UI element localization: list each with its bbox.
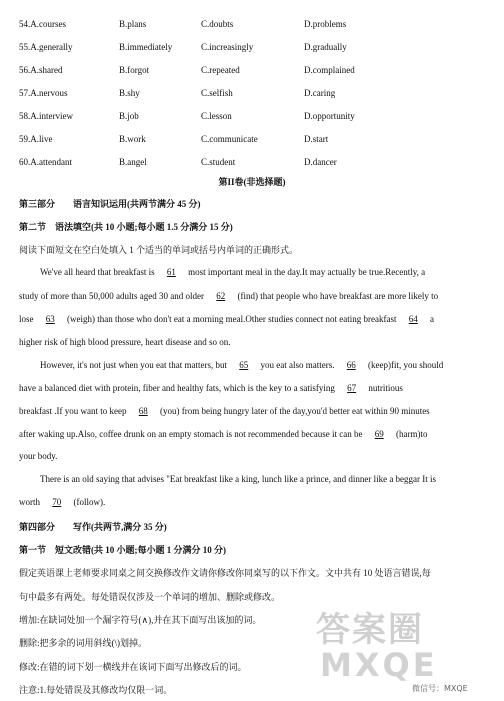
blank-65: 65 — [239, 360, 249, 370]
blank-68: 68 — [138, 406, 148, 416]
option-c: C.selfish — [201, 87, 233, 98]
rule-delete: 删除:把多余的词用斜线(\)划掉。 — [19, 638, 147, 648]
option-a: 59.A.live — [19, 133, 53, 144]
option-d: D.problems — [304, 18, 347, 29]
instruction-text: 阅读下面短文在空白处填入 1 个适当的单词或括号内单词的正确形式。 — [19, 245, 299, 255]
passage-line: There is an old saying that advises "Eat breakfast like a king, lunch like a prince, and dinner like a beggar It is — [40, 474, 437, 484]
option-b: B.plans — [119, 18, 147, 29]
option-c: C.student — [201, 156, 236, 167]
passage-text: (keep)fit, you should — [367, 360, 444, 370]
option-row — [19, 35, 414, 58]
section-one-heading: 第一节 短文改错(共 10 小题;每小题 1 分满分 10 分) — [19, 545, 226, 555]
passage-text: (find) that people who have breakfast are more likely to — [237, 291, 439, 301]
option-a: 54.A.courses — [19, 18, 66, 29]
passage-text: (weigh) than those who don't eat a morning meal.Other studies connect not eating breakfast — [67, 314, 397, 324]
passage-text: (harm)to — [395, 429, 428, 439]
blank-64: 64 — [408, 314, 418, 324]
passage-line — [19, 406, 430, 416]
passage-text: you eat also matters. — [260, 360, 335, 370]
option-b: B.work — [119, 133, 146, 144]
instruction-text: 假定英语课上老师要求同桌之间交换修改作文请你修改你同桌写的以下作文。文中共有 10 处语言错误,每 — [19, 568, 431, 578]
passage-line: your body. — [19, 451, 58, 461]
passage-text: study of more than 50,000 adults aged 30 and older — [19, 291, 204, 301]
part-three-heading: 第三部分 语言知识运用(共两节满分 45 分) — [19, 199, 201, 209]
blank-67: 67 — [347, 383, 357, 393]
option-c: C.communicate — [201, 133, 258, 144]
option-a: 56.A.shared — [19, 64, 63, 75]
blank-69: 69 — [374, 429, 384, 439]
answer-options-table — [19, 12, 414, 173]
passage-line — [19, 383, 403, 393]
passage-line — [19, 497, 105, 507]
passage-text: after waking up.Also, coffee drunk on an empty stomach is not recommended because it can be — [19, 429, 363, 439]
blank-70: 70 — [52, 497, 62, 507]
option-a: 58.A.interview — [19, 110, 73, 121]
instruction-text: 句中最多有两处。每处错误仅涉及一个单词的增加、删除或修改。 — [19, 592, 281, 602]
option-row — [19, 104, 414, 127]
section-title: 第II卷(非选择题) — [218, 177, 286, 187]
option-d: D.complained — [304, 64, 355, 75]
watermark-chars: 答案圈 — [316, 610, 424, 650]
option-a: 60.A.attendant — [19, 156, 72, 167]
passage-text: a — [430, 314, 435, 324]
blank-61: 61 — [166, 267, 176, 277]
passage-text: (you) from being hungry later of the day,you'd better eat within 90 minutes — [159, 406, 430, 416]
blank-66: 66 — [346, 360, 356, 370]
option-row — [19, 58, 414, 81]
option-c: C.repeated — [201, 64, 240, 75]
option-b: B.immediately — [119, 41, 173, 52]
passage-text: breakfast .If you want to keep — [19, 406, 127, 416]
passage-line — [40, 360, 443, 370]
watermark-logo — [316, 602, 496, 692]
passage-text: have a balanced diet with protein, fiber and healthy fats, which is the key to a satisfying — [19, 383, 335, 393]
passage-line — [19, 314, 434, 324]
passage-line: higher risk of high blood pressure, heart disease and so on. — [19, 337, 231, 347]
passage-text: most important meal in the day.It may actually be true.Recently, a — [188, 267, 426, 277]
blank-63: 63 — [45, 314, 55, 324]
option-b: B.job — [119, 110, 139, 121]
part-four-heading: 第四部分 写作(共两节,满分 35 分) — [19, 522, 167, 532]
option-d: D.start — [304, 133, 329, 144]
option-row — [19, 127, 414, 150]
passage-text: lose — [19, 314, 34, 324]
option-c: C.increasingly — [201, 41, 254, 52]
passage-text: worth — [19, 497, 40, 507]
passage-text: nutritious — [368, 383, 403, 393]
rule-add: 增加:在缺词处加一个漏字符号(∧),并在其下面写出该加的词。 — [19, 615, 262, 625]
option-row — [19, 81, 414, 104]
passage-line — [19, 291, 438, 301]
option-d: D.dancer — [304, 156, 337, 167]
blank-62: 62 — [216, 291, 226, 301]
watermark-tag: 微信号：MXQE — [412, 684, 468, 693]
option-d: D.opportunity — [304, 110, 355, 121]
option-d: D.gradually — [304, 41, 347, 52]
option-a: 57.A.nervous — [19, 87, 68, 98]
option-b: B.shy — [119, 87, 140, 98]
option-d: D.caring — [304, 87, 336, 98]
option-a: 55.A.generally — [19, 41, 73, 52]
note-text: 注意:1.每处错误及其修改均仅限一词。 — [19, 685, 173, 695]
option-row — [19, 150, 414, 173]
section-two-heading: 第二节 语法填空(共 10 小题;每小题 1.5 分满分 15 分) — [19, 222, 233, 232]
passage-line — [40, 267, 425, 277]
option-b: B.forgot — [119, 64, 150, 75]
watermark-latin: MXQE — [320, 646, 438, 684]
passage-text: We've all heard that breakfast is — [40, 267, 155, 277]
passage-text: (follow). — [73, 497, 106, 507]
rule-modify: 修改:在错的词下划一横线并在该词下面写出修改后的词。 — [19, 662, 247, 672]
option-c: C.lesson — [201, 110, 232, 121]
option-row — [19, 12, 414, 35]
passage-line — [19, 429, 427, 439]
option-b: B.angel — [119, 156, 147, 167]
option-c: C.doubts — [201, 18, 234, 29]
passage-text: However, it's not just when you eat that matters, but — [40, 360, 227, 370]
